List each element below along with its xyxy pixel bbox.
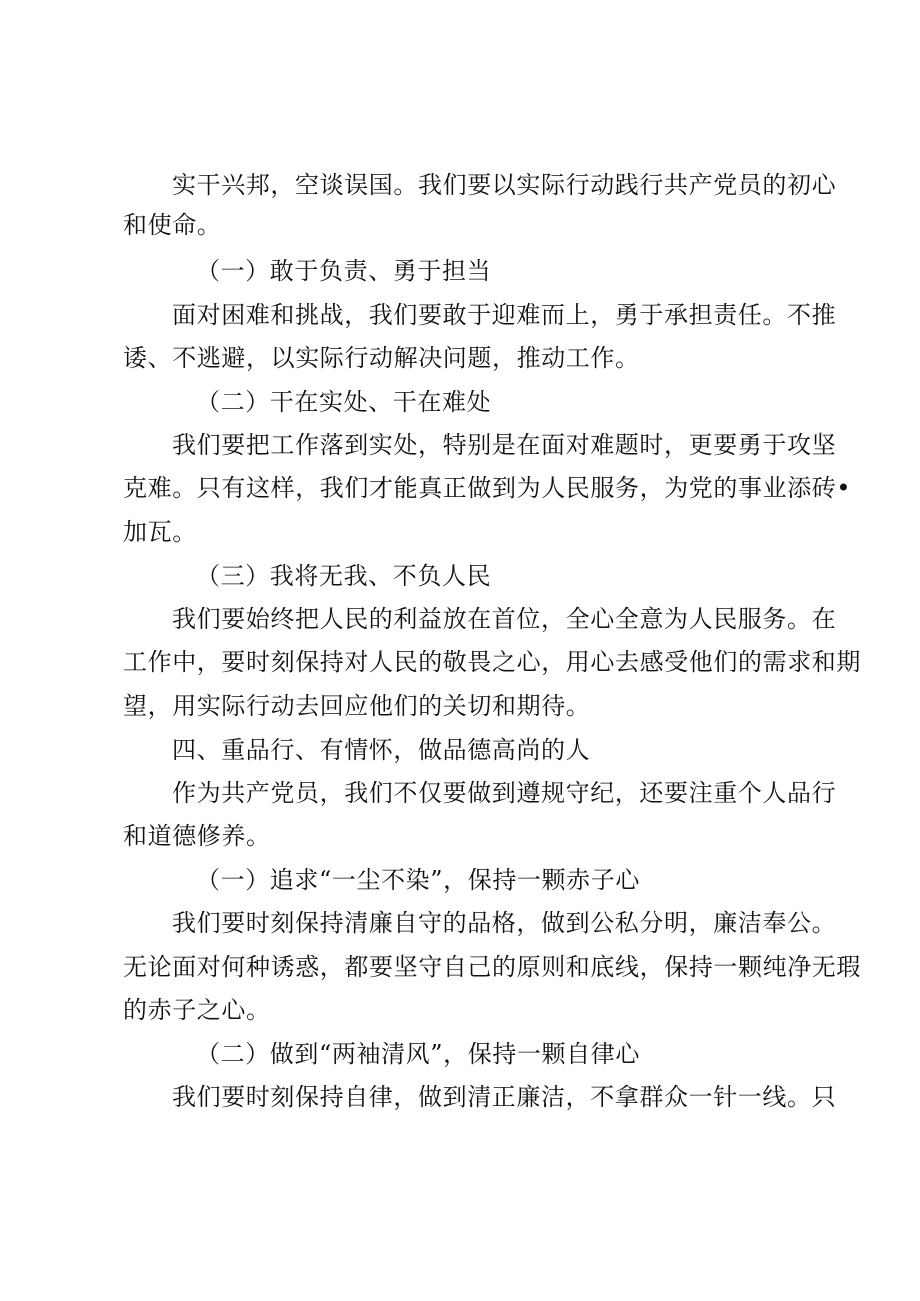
- paragraph-line: 作为共产党员，我们不仅要做到遵规守纪，还要注重个人品行: [172, 779, 837, 807]
- paragraph-line: 诿、不逃避，以实际行动解决问题，推动工作。: [123, 344, 640, 372]
- paragraph-line: 和使命。: [123, 211, 222, 239]
- section-subheading: （二）做到“两袖清风”，保持一颗自律心: [196, 1040, 640, 1068]
- section-subheading: （三）我将无我、不负人民: [196, 562, 492, 590]
- paragraph-line: 我们要把工作落到实处，特别是在面对难题时，更要勇于攻坚: [172, 431, 837, 459]
- paragraph-line: 克难。只有这样，我们才能真正做到为人民服务，为党的事业添砖•: [123, 474, 852, 502]
- paragraph-line: 我们要始终把人民的利益放在首位，全心全意为人民服务。在: [172, 605, 837, 633]
- paragraph-line: 面对困难和挑战，我们要敢于迎难而上，勇于承担责任。不推: [172, 301, 837, 329]
- section-subheading: （二）干在实处、干在难处: [196, 388, 492, 416]
- paragraph-line: 我们要时刻保持清廉自守的品格，做到公私分明，廉洁奉公。: [172, 909, 837, 937]
- section-subheading: （一）追求“一尘不染”，保持一颗赤子心: [196, 866, 640, 894]
- section-heading: 四、重品行、有情怀，做品德高尚的人: [172, 736, 591, 764]
- paragraph-line: 加瓦。: [123, 518, 197, 546]
- paragraph-line: 和道德修养。: [123, 822, 271, 850]
- section-subheading: （一）敢于负责、勇于担当: [196, 257, 492, 285]
- paragraph-line: 工作中，要时刻保持对人民的敬畏之心，用心去感受他们的需求和期: [123, 648, 861, 676]
- paragraph-line: 望，用实际行动去回应他们的关切和期待。: [123, 692, 591, 720]
- paragraph-line: 的赤子之心。: [123, 996, 271, 1024]
- paragraph-line: 我们要时刻保持自律，做到清正廉洁，不拿群众一针一线。只: [172, 1083, 837, 1111]
- paragraph-line: 实干兴邦，空谈误国。我们要以实际行动践行共产党员的初心: [172, 171, 837, 199]
- paragraph-line: 无论面对何种诱惑，都要坚守自己的原则和底线，保持一颗纯净无瑕: [123, 953, 861, 981]
